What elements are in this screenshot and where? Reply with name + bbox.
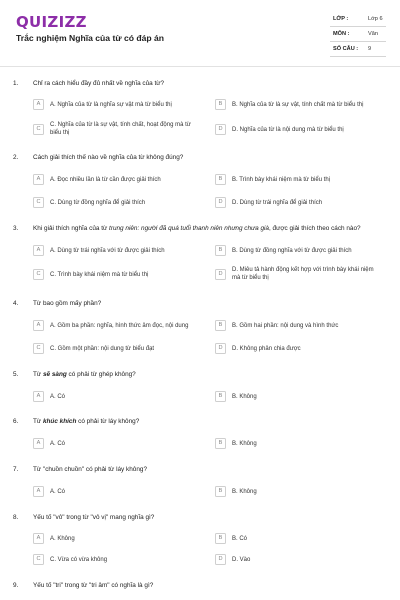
option-letter: A: [33, 533, 44, 544]
worksheet-header: [0, 0, 400, 66]
question-text: [33, 225, 361, 232]
meta-value: 9: [368, 46, 372, 52]
question-number: 1.: [13, 80, 19, 87]
option-letter: A: [33, 245, 44, 256]
option-letter: D: [215, 124, 226, 135]
question-text: Chỉ ra cách hiểu đầy đủ nhất về nghĩa của từ?: [33, 80, 165, 87]
option-letter: B: [215, 245, 226, 256]
question-text: Từ "chuồn chuồn" có phải từ láy không?: [33, 466, 147, 473]
option-letter: A: [33, 438, 44, 449]
question-text: Từ bao gồm mấy phần?: [33, 300, 102, 307]
option-letter: D: [215, 554, 226, 565]
meta-table: [330, 12, 386, 57]
option-text: A. Có: [50, 394, 66, 400]
option-letter: A: [33, 320, 44, 331]
question-text-part: có phải từ ghép không?: [66, 371, 136, 378]
meta-row-grade: [330, 12, 386, 27]
question-text-bold: khúc khích: [42, 418, 77, 425]
meta-row-count: [330, 42, 386, 57]
option-text: A. Có: [50, 441, 66, 447]
meta-value: Văn: [368, 31, 378, 37]
option-letter: A: [33, 99, 44, 110]
question-text-part: Từ: [33, 418, 43, 425]
question-number: 6.: [13, 418, 19, 425]
option-letter: D: [215, 343, 226, 354]
question-number: 8.: [13, 514, 19, 521]
option-letter: C: [33, 554, 44, 565]
option-letter: B: [215, 320, 226, 331]
option-text: D. Vào: [232, 557, 251, 563]
quizizz-logo: QUIZIZZ: [16, 13, 87, 31]
option-text: A. Nghĩa của từ là nghĩa sự vật mà từ biểu thị: [50, 102, 172, 108]
question-text-bold: sẽ sàng: [42, 371, 67, 378]
question-text-part: Từ: [33, 371, 43, 378]
option-letter: C: [33, 343, 44, 354]
option-text: B. Không: [232, 441, 257, 447]
option-letter: B: [215, 174, 226, 185]
meta-value: Lớp 6: [368, 16, 383, 22]
question-number: 7.: [13, 466, 19, 473]
question-text: Yếu tố "tri" trong từ "tri âm" có nghĩa là gì?: [33, 582, 154, 589]
option-text: A. Gồm ba phần: nghĩa, hình thức âm đọc, nội dung: [50, 323, 189, 329]
question-text: Cách giải thích thế nào về nghĩa của từ không đúng?: [33, 154, 184, 161]
option-text: A. Đọc nhiều lần là từ cần được giải thích: [50, 177, 161, 183]
question-number: 5.: [13, 371, 19, 378]
question-number: 3.: [13, 225, 19, 232]
option-letter: B: [215, 438, 226, 449]
option-text: B. Dùng từ đồng nghĩa với từ được giải thích: [232, 248, 352, 254]
option-letter: D: [215, 197, 226, 208]
question-text-part: Khi giải thích nghĩa của từ: [33, 225, 110, 232]
option-text: B. Có: [232, 536, 248, 542]
option-text: A. Không: [50, 536, 75, 542]
option-text: C. Trình bày khái niệm mà từ biểu thị: [50, 272, 149, 278]
option-letter: C: [33, 269, 44, 280]
option-letter: B: [215, 533, 226, 544]
option-text: B. Không: [232, 489, 257, 495]
question-text: Yếu tố "vô" trong từ "vô vị" mang nghĩa gì?: [33, 514, 155, 521]
meta-key: MÔN :: [333, 31, 350, 37]
option-text: C. Dùng từ đồng nghĩa để giải thích: [50, 200, 146, 206]
option-letter: C: [33, 197, 44, 208]
option-text: D. Dùng từ trái nghĩa để giải thích: [232, 200, 323, 206]
question-number: 9.: [13, 582, 19, 589]
option-letter: B: [215, 486, 226, 497]
option-text: A. Có: [50, 489, 66, 495]
option-letter: B: [215, 99, 226, 110]
question-number: 4.: [13, 300, 19, 307]
question-number: 2.: [13, 154, 19, 161]
option-text: A. Dùng từ trái nghĩa với từ được giải thích: [50, 248, 165, 254]
question-text-italic: trung niên: người đã quá tuổi thanh niên nhưng chưa già: [109, 225, 269, 232]
option-letter: D: [215, 269, 226, 280]
meta-key: LỚP :: [333, 16, 349, 22]
option-text: B. Nghĩa của từ là sự vật, tính chất mà từ biểu thị: [232, 102, 364, 108]
meta-row-subject: [330, 27, 386, 42]
option-letter: A: [33, 174, 44, 185]
option-letter: A: [33, 391, 44, 402]
option-text: B. Trình bày khái niệm mà từ biểu thị: [232, 177, 331, 183]
option-text: D. Nghĩa của từ là nội dung mà từ biểu thị: [232, 127, 344, 133]
option-text: D. Miêu tả hành động kết hợp với trình bày khái niệm mà từ biểu thị: [232, 267, 374, 281]
question-text: [33, 371, 136, 378]
option-text: C. Vừa có vừa không: [50, 557, 108, 563]
option-text: B. Không: [232, 394, 257, 400]
question-text-part: có phải từ láy không?: [76, 418, 140, 425]
question-text: [33, 418, 139, 425]
option-text: B. Gồm hai phần: nội dung và hình thức: [232, 323, 339, 329]
meta-key: SỐ CÂU :: [333, 46, 359, 52]
option-text: C. Gồm một phần: nội dung từ biểu đạt: [50, 346, 155, 352]
option-text: D. Không phân chia được: [232, 346, 301, 352]
page-title: Trắc nghiệm Nghĩa của từ có đáp án: [16, 33, 165, 43]
question-text-part: , được giải thích theo cách nào?: [268, 225, 361, 232]
option-letter: C: [33, 124, 44, 135]
option-letter: A: [33, 486, 44, 497]
option-letter: B: [215, 391, 226, 402]
option-text: C. Nghĩa của từ là sự vật, tính chất, hoạt động mà từ biểu thị: [50, 122, 191, 136]
header-divider: [0, 66, 400, 67]
